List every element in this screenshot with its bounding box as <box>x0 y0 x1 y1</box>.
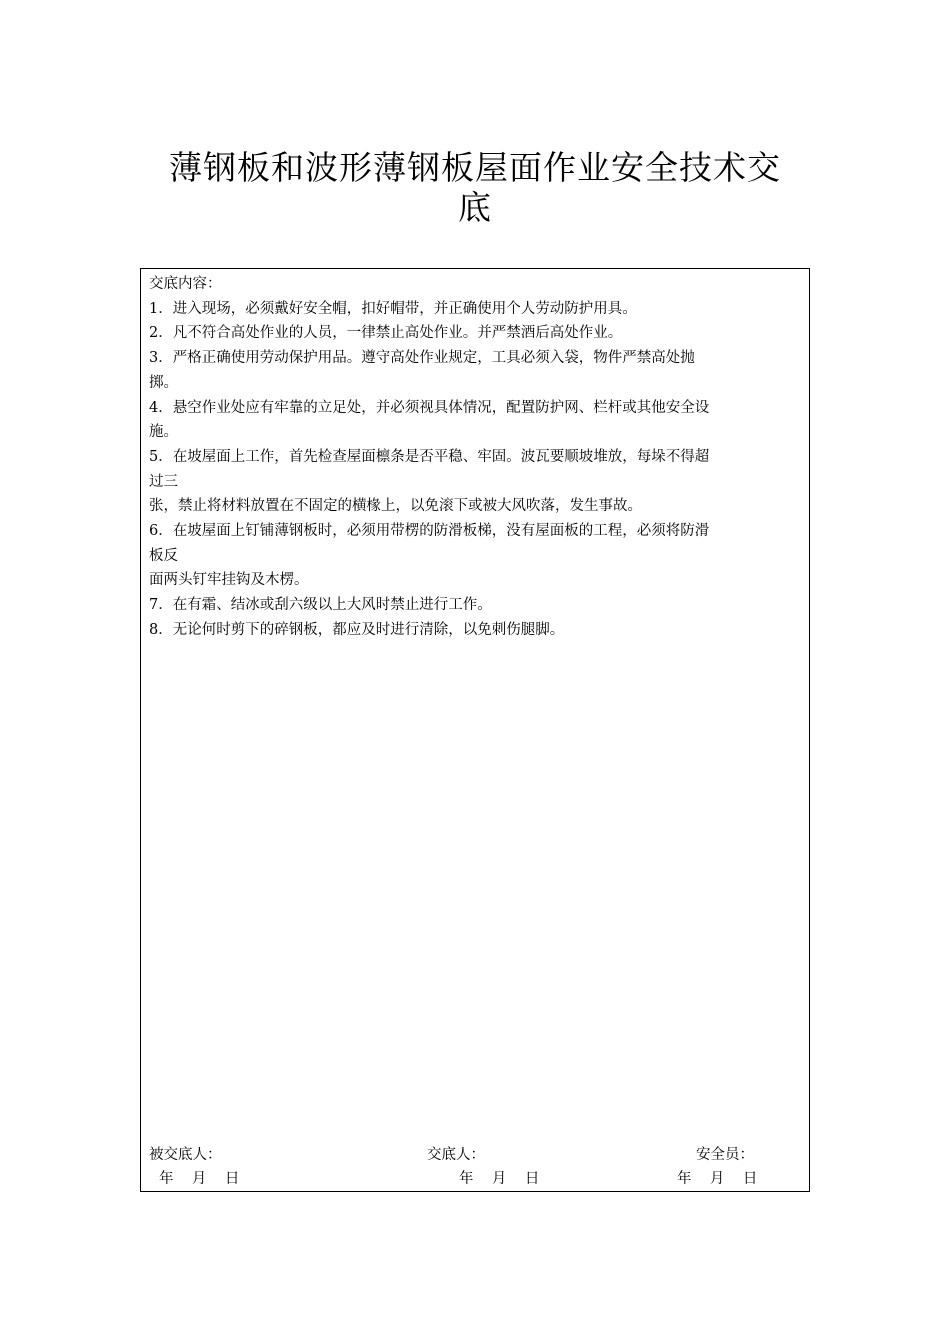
content-heading: 交底内容： <box>149 276 222 292</box>
content-line-13: 7．在有霜、结冰或刮六级以上大风时禁止进行工作。 <box>149 597 492 614</box>
content-line-14: 8．无论何时剪下的碎钢板，都应及时进行清除，以免刺伤腿脚。 <box>149 621 565 638</box>
content-line-11: 板反 <box>149 547 178 564</box>
content-line-12: 面两头钉牢挂钩及木楞。 <box>149 572 309 589</box>
receiver-label: 被交底人： <box>149 1147 222 1163</box>
disclosure-content <box>149 272 799 643</box>
safety-officer-label: 安全员： <box>696 1147 754 1163</box>
content-line-7: 5．在坡屋面上工作，首先检查屋面檩条是否平稳、牢固。波瓦要顺坡堆放，每垛不得超 <box>149 448 710 465</box>
safety-officer-date: 年 月 日 <box>677 1171 758 1187</box>
document-title <box>140 148 810 228</box>
content-line-6: 施。 <box>149 424 178 441</box>
discloser-date: 年 月 日 <box>459 1171 540 1187</box>
content-line-1: 1．进入现场，必须戴好安全帽，扣好帽带，并正确使用个人劳动防护用具。 <box>149 300 637 317</box>
discloser-label: 交底人： <box>427 1147 485 1163</box>
content-line-5: 4．悬空作业处应有牢靠的立足处，并必须视具体情况，配置防护网、栏杆或其他安全设 <box>149 399 710 416</box>
content-line-3: 3．严格正确使用劳动保护用品。遵守高处作业规定，工具必须入袋，物件严禁高处抛 <box>149 350 695 367</box>
content-line-2: 2．凡不符合高处作业的人员，一律禁止高处作业。并严禁酒后高处作业。 <box>149 325 623 342</box>
content-line-10: 6．在坡屋面上钉铺薄钢板时，必须用带楞的防滑板梯，没有屋面板的工程，必须将防滑 <box>149 523 710 540</box>
disclosure-content-box <box>140 268 810 1192</box>
content-line-4: 掷。 <box>149 374 178 391</box>
title-line-2: 底 <box>458 188 492 227</box>
title-line-1: 薄钢板和波形薄钢板屋面作业安全技术交 <box>169 148 781 187</box>
receiver-date: 年 月 日 <box>159 1171 240 1187</box>
content-line-8: 过三 <box>149 473 178 490</box>
content-line-9: 张，禁止将材料放置在不固定的横椽上，以免滚下或被大风吹落，发生事故。 <box>149 498 642 515</box>
